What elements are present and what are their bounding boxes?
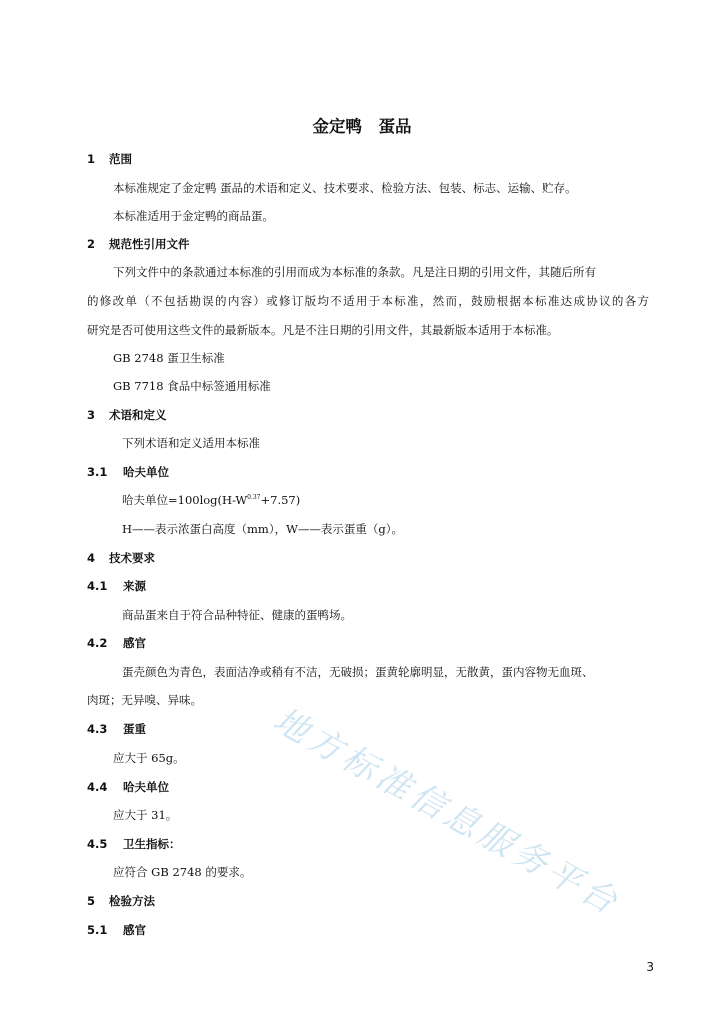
- section-title: 感官: [123, 923, 147, 937]
- heading-sensory: [87, 635, 146, 651]
- reference-gb7718: GB 7718 食品中标签通用标准: [113, 379, 271, 393]
- section-number: 3.1: [87, 465, 108, 479]
- section-number: 5.1: [87, 923, 108, 937]
- section-title: 来源: [123, 579, 147, 593]
- scope-paragraph-1: 本标准规定了金定鸭 蛋品的术语和定义、技术要求、检验方法、包装、标志、运输、贮存。: [113, 181, 577, 195]
- section-title: 哈夫单位: [123, 465, 170, 479]
- page-title: 金定鸭 蛋品: [312, 117, 412, 136]
- formula-exponent: 0.37: [247, 494, 261, 502]
- watermark: 地方标准信息服务平台: [266, 700, 628, 925]
- formula-main: 哈夫单位=100log(H-W: [122, 493, 248, 507]
- section-title: 卫生指标：: [123, 837, 181, 851]
- section-title: 蛋重: [123, 722, 147, 736]
- source-paragraph: 商品蛋来自于符合品种特征、健康的蛋鸭场。: [122, 608, 352, 622]
- formula-tail: +7.57): [260, 493, 301, 507]
- section-number: 4.4: [87, 780, 108, 794]
- heading-normative-references: [87, 236, 190, 252]
- section-number: 4.1: [87, 579, 108, 593]
- references-paragraph-line-1: 下列文件中的条款通过本标准的引用而成为本标准的条款。凡是注日期的引用文件，其随后所有: [113, 265, 596, 279]
- heading-technical-requirements: [87, 550, 155, 566]
- section-title: 技术要求: [109, 551, 156, 565]
- section-number: 4.3: [87, 722, 108, 736]
- section-title: 哈夫单位: [123, 780, 170, 794]
- section-number: 4.5: [87, 837, 108, 851]
- heading-source: [87, 578, 146, 594]
- sensory-paragraph-line-2: 肉斑；无异嗅、异味。: [87, 693, 202, 707]
- section-number: 2: [87, 237, 96, 251]
- scope-paragraph-2: 本标准适用于金定鸭的商品蛋。: [113, 209, 274, 223]
- section-number: 1: [87, 152, 96, 166]
- haugh-unit-requirement-paragraph: 应大于 31。: [113, 808, 178, 822]
- section-number: 5: [87, 894, 96, 908]
- heading-sensory-inspection: [87, 922, 146, 938]
- section-title: 规范性引用文件: [109, 237, 190, 251]
- section-number: 3: [87, 408, 96, 422]
- heading-hygiene-indicators: [87, 836, 181, 852]
- section-title: 感官: [123, 636, 147, 650]
- heading-haugh-unit: [87, 464, 169, 480]
- section-title: 检验方法: [109, 894, 156, 908]
- section-number: 4.2: [87, 636, 108, 650]
- section-title: 术语和定义: [109, 408, 167, 422]
- heading-scope: [87, 151, 132, 167]
- reference-gb2748: GB 2748 蛋卫生标准: [113, 351, 225, 365]
- sensory-paragraph-line-1: 蛋壳颜色为青色，表面洁净或稍有不洁，无破损；蛋黄轮廓明显，无散黄，蛋内容物无血斑、: [122, 665, 594, 679]
- heading-egg-weight: [87, 721, 146, 737]
- haugh-unit-variables: H——表示浓蛋白高度（mm），W——表示蛋重（g）。: [122, 522, 404, 536]
- hygiene-paragraph: 应符合 GB 2748 的要求。: [113, 865, 252, 879]
- references-paragraph-line-3: 研究是否可使用这些文件的最新版本。凡是不注日期的引用文件，其最新版本适用于本标准。: [87, 323, 559, 337]
- references-paragraph-line-2: 的修改单（不包括勘误的内容）或修订版均不适用于本标准，然而，鼓励根据本标准达成协议的各方: [87, 294, 649, 308]
- egg-weight-paragraph: 应大于 65g。: [113, 751, 185, 765]
- terms-paragraph: 下列术语和定义适用本标准: [122, 436, 260, 450]
- page-number: 3: [646, 960, 654, 974]
- heading-haugh-unit-requirement: [87, 779, 169, 795]
- heading-terms-definitions: [87, 407, 167, 423]
- haugh-unit-formula: [122, 492, 300, 508]
- heading-inspection-methods: [87, 893, 155, 909]
- section-title: 范围: [109, 152, 133, 166]
- section-number: 4: [87, 551, 96, 565]
